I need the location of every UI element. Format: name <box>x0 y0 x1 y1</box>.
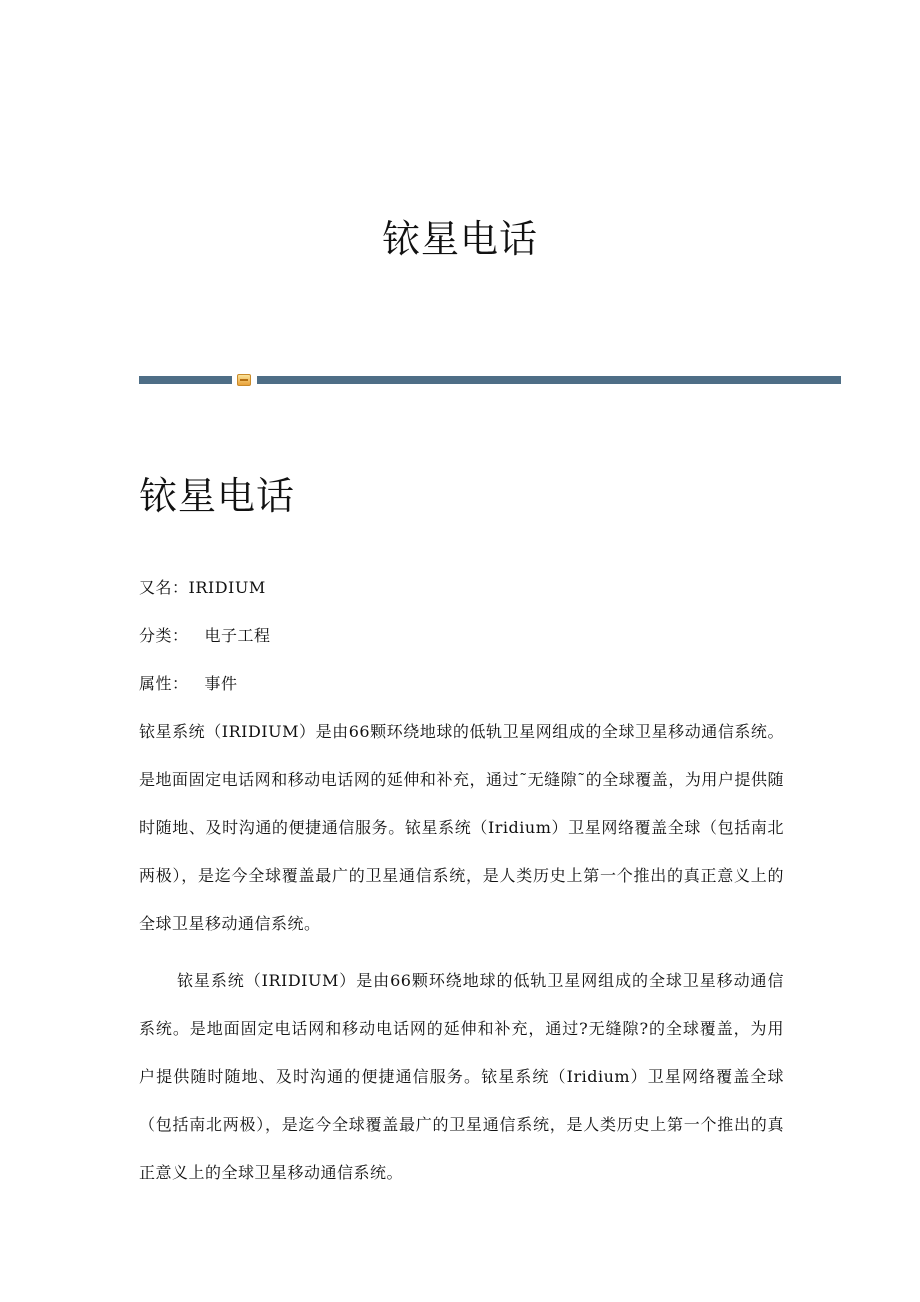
divider-bar-right <box>257 376 841 384</box>
meta-alias-label: 又名： <box>139 578 189 597</box>
meta-alias <box>139 564 789 612</box>
paragraph-1: 铱星系统（IRIDIUM）是由66颗环绕地球的低轨卫星网组成的全球卫星移动通信系统。是地面固定电话网和移动电话网的延伸和补充，通过˜无缝隙˜的全球覆盖，为用户提供随时随地、及时沟通的便捷通信服务。铱星系统（Iridium）卫星网络覆盖全球（包括南北两极），是迄今全球覆盖最广的卫星通信系统，是人类历史上第一个推出的真正意义上的全球卫星移动通信系统。 <box>139 722 784 933</box>
meta-category-label: 分类： <box>139 626 189 645</box>
meta-category <box>139 612 789 660</box>
meta-alias-value: IRIDIUM <box>188 578 266 597</box>
meta-category-value: 电子工程 <box>204 626 271 645</box>
paragraph-2: 铱星系统（IRIDIUM）是由66颗环绕地球的低轨卫星网组成的全球卫星移动通信系统。是地面固定电话网和移动电话网的延伸和补充，通过?无缝隙?的全球覆盖，为用户提供随时随地、及时沟通的便捷通信服务。铱星系统（Iridium）卫星网络覆盖全球（包括南北两极），是迄今全球覆盖最广的卫星通信系统，是人类历史上第一个推出的真正意义上的全球卫星移动通信系统。 <box>139 971 784 1182</box>
divider-ornament-icon <box>237 374 251 386</box>
decorative-divider <box>139 374 841 386</box>
meta-attribute <box>139 660 789 708</box>
divider-bar-left <box>139 376 232 384</box>
section-heading: 铱星电话 <box>139 474 296 518</box>
meta-attribute-label: 属性： <box>139 674 189 693</box>
meta-attribute-value: 事件 <box>204 674 238 693</box>
document-title: 铱星电话 <box>381 217 538 261</box>
